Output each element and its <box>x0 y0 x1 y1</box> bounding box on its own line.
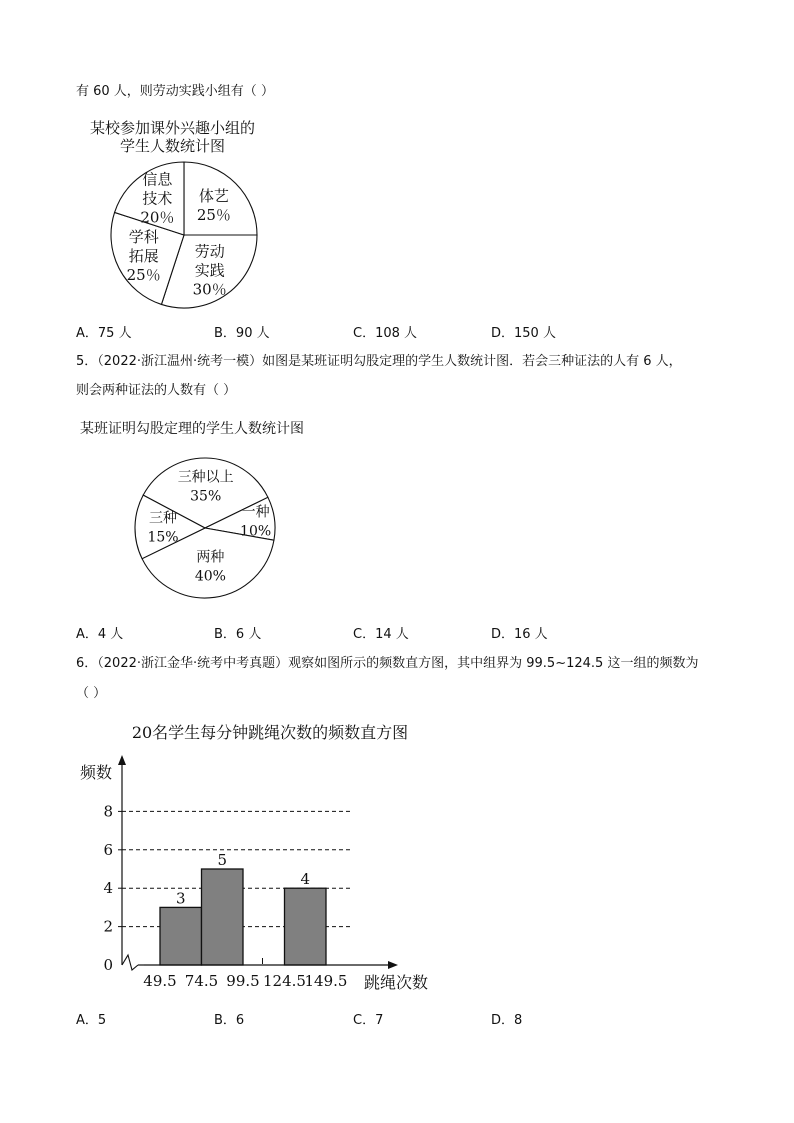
x-tick-label-74.5: 74.5 <box>184 972 219 990</box>
q4-option-c[interactable]: C．108 人 <box>353 326 418 341</box>
q6-stem-line2: （ ） <box>76 686 107 701</box>
q4-option-b[interactable]: B．90 人 <box>214 326 270 341</box>
pie-value-label-0: 25％ <box>196 205 231 224</box>
pie-category-label-2: 学科 <box>128 227 159 246</box>
q4-option-d[interactable]: D．150 人 <box>491 326 556 341</box>
pie-value-label-3: 20％ <box>140 208 175 227</box>
pie-category-label-0: 体艺 <box>198 186 229 205</box>
pie-value-label-2: 25％ <box>126 265 161 284</box>
q6-stem-line1: 6．（2022·浙江金华·统考中考真题）观察如图所示的频数直方图，其中组界为 99.5~124.5 这一组的频数为 <box>76 656 699 671</box>
bar-value-label-1: 5 <box>217 851 228 869</box>
q5-stem-line1: 5．（2022·浙江温州·统考一模）如图是某班证明勾股定理的学生人数统计图．若会三种证法的人有 6 人， <box>76 354 682 369</box>
q5-option-c[interactable]: C．14 人 <box>353 627 409 642</box>
x-tick-label-99.5: 99.5 <box>226 972 260 990</box>
histogram-bar-1 <box>202 869 244 965</box>
pie-value-label-2: 40% <box>194 568 226 585</box>
pie-value-label-1: 10% <box>240 523 272 540</box>
pie-chart-pythagoras-proofs <box>125 454 285 602</box>
q4-option-a[interactable]: A．75 人 <box>76 326 132 341</box>
y-tick-label-8: 8 <box>103 802 113 821</box>
q5-stem-line2: 则会两种证法的人数有（ ） <box>76 383 237 398</box>
x-axis-label: 跳绳次数 <box>364 973 429 992</box>
y-axis-label: 频数 <box>80 763 113 782</box>
y-axis-arrow <box>118 755 126 765</box>
histogram-title: 20名学生每分钟跳绳次数的频数直方图 <box>131 723 409 742</box>
q4-stem-tail: 有 60 人，则劳动实践小组有（ ） <box>76 84 274 99</box>
pie-category-label-1: 实践 <box>194 261 225 280</box>
pie-chart-interest-groups <box>100 155 270 315</box>
q5-option-d[interactable]: D．16 人 <box>491 627 548 642</box>
pie-category-label-1: 劳动 <box>194 242 225 261</box>
pie-value-label-0: 35% <box>190 488 222 505</box>
y-tick-label-0: 0 <box>103 956 113 974</box>
q6-option-b[interactable]: B．6 <box>214 1013 245 1028</box>
x-tick-label-124.5: 124.5 <box>263 972 306 990</box>
q5-option-a[interactable]: A．4 人 <box>76 627 124 642</box>
pie1-title-line1: 某校参加课外兴趣小组的 <box>90 119 256 137</box>
q6-option-c[interactable]: C．7 <box>353 1013 384 1028</box>
pie1-title-line2: 学生人数统计图 <box>120 137 226 155</box>
histogram-rope-skipping <box>70 715 470 995</box>
pie-category-label-2: 两种 <box>196 549 225 566</box>
q6-option-d[interactable]: D．8 <box>491 1013 523 1028</box>
bar-value-label-0: 3 <box>175 889 186 908</box>
pie-category-label-3: 三种 <box>149 510 177 527</box>
pie-value-label-1: 30％ <box>192 280 227 299</box>
pie-category-label-3: 技术 <box>142 189 173 208</box>
pie-category-label-3: 信息 <box>142 170 173 189</box>
y-tick-label-2: 2 <box>103 917 113 936</box>
pie2-title: 某班证明勾股定理的学生人数统计图 <box>80 421 304 437</box>
histogram-bar-2 <box>285 888 327 965</box>
y-tick-label-6: 6 <box>103 840 113 859</box>
pie-category-label-1: 一种 <box>241 504 270 521</box>
x-axis-arrow <box>388 961 398 969</box>
x-tick-label-49.5: 49.5 <box>143 972 177 990</box>
pie-category-label-2: 拓展 <box>128 246 159 265</box>
y-tick-label-4: 4 <box>103 879 113 898</box>
pie-value-label-3: 15% <box>147 529 179 546</box>
histogram-bar-0 <box>160 907 202 965</box>
q6-option-a[interactable]: A．5 <box>76 1013 107 1028</box>
q5-option-b[interactable]: B．6 人 <box>214 627 262 642</box>
pie-category-label-0: 三种以上 <box>177 469 234 486</box>
axis-break-mark <box>122 955 138 970</box>
x-tick-label-149.5: 149.5 <box>304 972 348 990</box>
bar-value-label-2: 4 <box>300 870 311 889</box>
